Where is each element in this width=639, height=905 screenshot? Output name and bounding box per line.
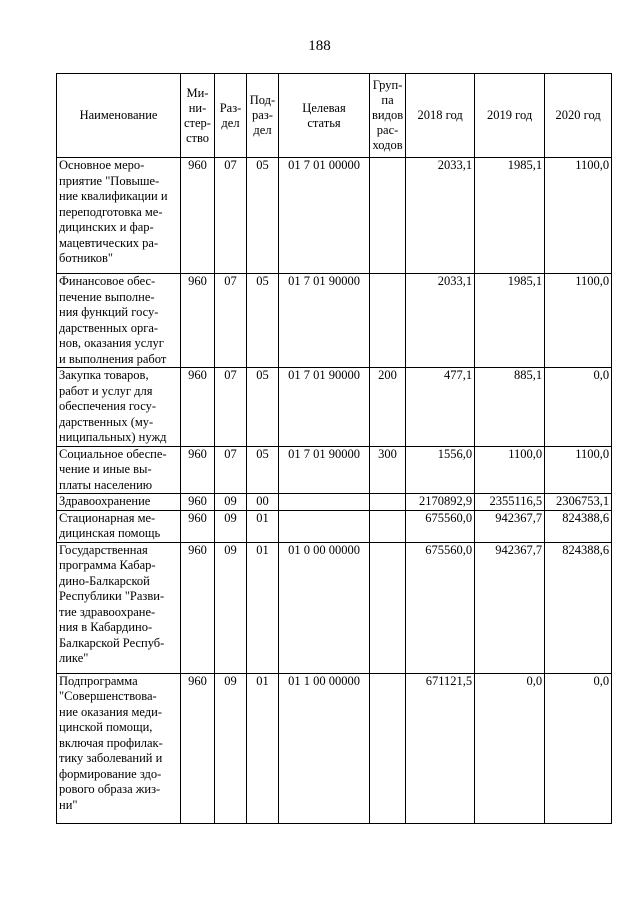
row-2019: 942367,7 [475, 542, 545, 673]
row-2019: 0,0 [475, 673, 545, 823]
row-2020: 1100,0 [545, 274, 612, 368]
row-name: Финансовое обес- печение выполне- ния функций госу- дарственных орга- нов, оказания услуг и выполнения работ [57, 274, 181, 368]
row-ministry: 960 [181, 673, 215, 823]
table-row [57, 274, 612, 368]
row-2018: 2170892,9 [406, 494, 475, 511]
row-target: 01 7 01 90000 [279, 446, 370, 494]
row-target: 01 0 00 00000 [279, 542, 370, 673]
row-2019: 942367,7 [475, 510, 545, 542]
row-expense-group [370, 274, 406, 368]
row-name: Основное меро- приятие "Повыше- ние квалификации и переподготовка ме- дицинских и фар- мацевтических ра- ботников" [57, 158, 181, 274]
row-expense-group [370, 673, 406, 823]
row-2019: 1985,1 [475, 158, 545, 274]
row-expense-group [370, 494, 406, 511]
row-2019: 2355116,5 [475, 494, 545, 511]
row-expense-group: 300 [370, 446, 406, 494]
row-2018: 675560,0 [406, 542, 475, 673]
row-ministry: 960 [181, 542, 215, 673]
row-expense-group [370, 510, 406, 542]
page-number: 188 [308, 38, 331, 54]
row-ministry: 960 [181, 494, 215, 511]
table-row [57, 368, 612, 447]
row-subsection: 05 [247, 274, 279, 368]
header-ministry: Ми- ни- стер- ство [181, 74, 215, 158]
row-subsection: 01 [247, 542, 279, 673]
row-2020: 1100,0 [545, 446, 612, 494]
table-row [57, 542, 612, 673]
row-section: 09 [215, 673, 247, 823]
row-target: 01 7 01 00000 [279, 158, 370, 274]
row-name: Стационарная ме- дицинская помощь [57, 510, 181, 542]
row-subsection: 00 [247, 494, 279, 511]
row-section: 07 [215, 368, 247, 447]
row-target: 01 7 01 90000 [279, 274, 370, 368]
header-section: Раз- дел [215, 74, 247, 158]
row-2020: 2306753,1 [545, 494, 612, 511]
row-target: 01 7 01 90000 [279, 368, 370, 447]
row-name: Подпрограмма "Совершенствова- ние оказания меди- цинской помощи, включая профилак- тику заболеваний и формирование здо- рового образа жиз- ни" [57, 673, 181, 823]
header-target: Целевая статья [279, 74, 370, 158]
row-ministry: 960 [181, 158, 215, 274]
table-row [57, 494, 612, 511]
row-name: Здравоохранение [57, 494, 181, 511]
row-ministry: 960 [181, 274, 215, 368]
header-name: Наименование [57, 74, 181, 158]
table-row [57, 158, 612, 274]
row-expense-group [370, 542, 406, 673]
row-2019: 1985,1 [475, 274, 545, 368]
row-subsection: 05 [247, 446, 279, 494]
row-name: Закупка товаров, работ и услуг для обеспечения госу- дарственных (му- ниципальных) нужд [57, 368, 181, 447]
header-subsection: Под- раз- дел [247, 74, 279, 158]
header-expense-group: Груп- па видов рас- ходов [370, 74, 406, 158]
row-section: 07 [215, 158, 247, 274]
row-2020: 824388,6 [545, 510, 612, 542]
row-name: Государственная программа Кабар- дино-Балкарской Республики "Разви- тие здравоохране- ния в Кабардино- Балкарской Респуб- лике" [57, 542, 181, 673]
row-ministry: 960 [181, 368, 215, 447]
row-target: 01 1 00 00000 [279, 673, 370, 823]
row-2020: 0,0 [545, 368, 612, 447]
row-2018: 2033,1 [406, 158, 475, 274]
row-2018: 1556,0 [406, 446, 475, 494]
header-2020: 2020 год [545, 74, 612, 158]
row-expense-group [370, 158, 406, 274]
row-section: 07 [215, 446, 247, 494]
header-row [57, 74, 612, 158]
row-2018: 671121,5 [406, 673, 475, 823]
row-section: 09 [215, 494, 247, 511]
row-target [279, 510, 370, 542]
header-2019: 2019 год [475, 74, 545, 158]
row-2018: 675560,0 [406, 510, 475, 542]
row-2018: 477,1 [406, 368, 475, 447]
row-2018: 2033,1 [406, 274, 475, 368]
row-subsection: 05 [247, 368, 279, 447]
row-ministry: 960 [181, 446, 215, 494]
budget-table [56, 73, 612, 824]
row-subsection: 01 [247, 510, 279, 542]
row-2020: 1100,0 [545, 158, 612, 274]
table-row [57, 510, 612, 542]
row-section: 07 [215, 274, 247, 368]
row-subsection: 01 [247, 673, 279, 823]
row-2019: 1100,0 [475, 446, 545, 494]
row-2020: 824388,6 [545, 542, 612, 673]
row-section: 09 [215, 542, 247, 673]
row-2019: 885,1 [475, 368, 545, 447]
row-ministry: 960 [181, 510, 215, 542]
row-target [279, 494, 370, 511]
table-row [57, 446, 612, 494]
row-2020: 0,0 [545, 673, 612, 823]
row-name: Социальное обеспе- чение и иные вы- платы населению [57, 446, 181, 494]
table-row [57, 673, 612, 823]
row-subsection: 05 [247, 158, 279, 274]
header-2018: 2018 год [406, 74, 475, 158]
row-section: 09 [215, 510, 247, 542]
row-expense-group: 200 [370, 368, 406, 447]
